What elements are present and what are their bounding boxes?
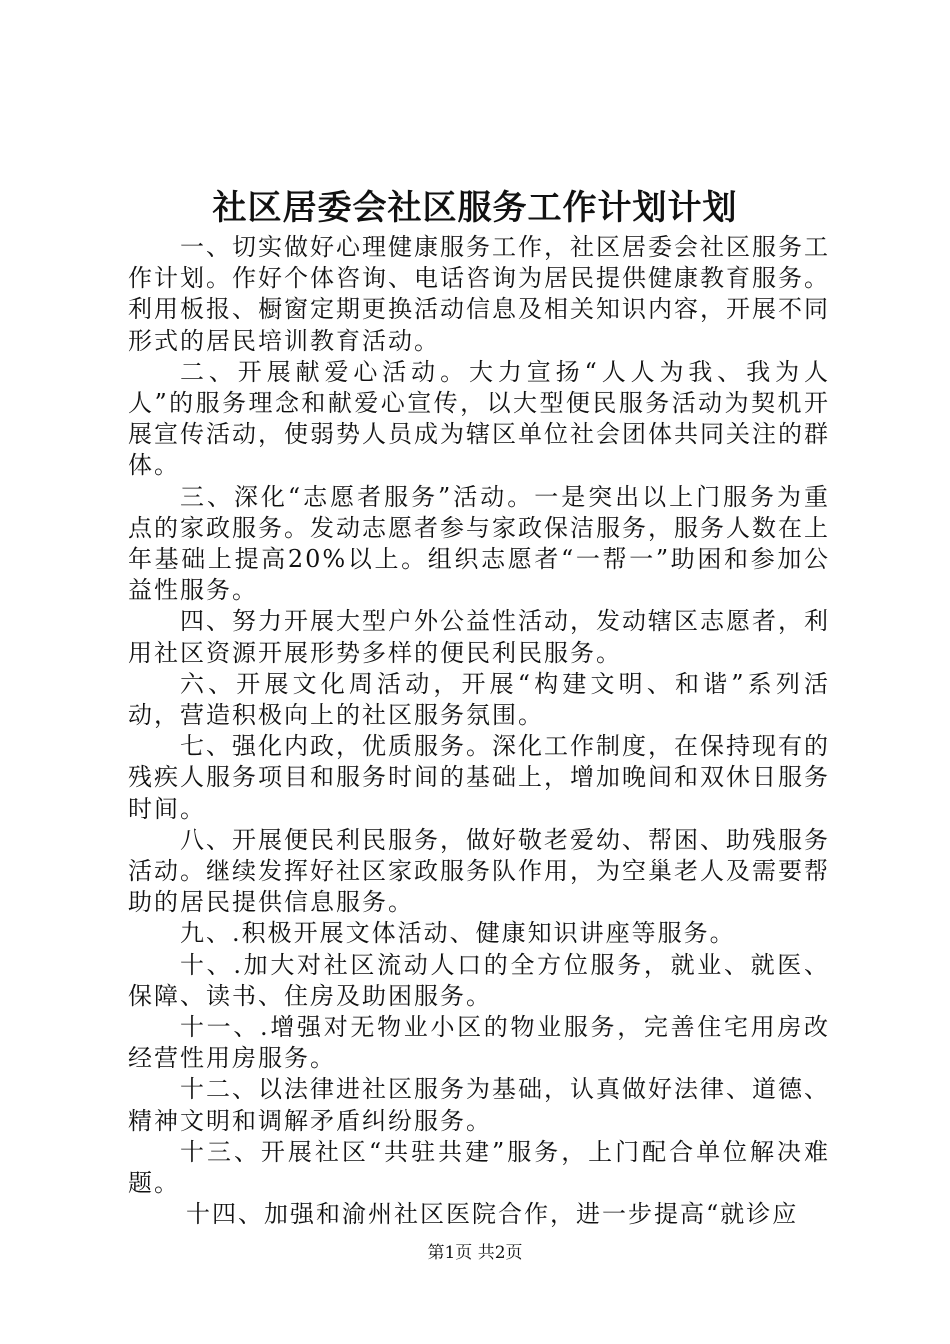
- paragraph-14: 十四、加强和渝州社区医院合作，进一步提高“就诊应: [186, 1200, 799, 1229]
- paragraph-7: 七、强化内政，优质服务。深化工作制度，在保持现有的残疾人服务项目和服务时间的基础上，增加晚间和双休日服务时间。: [128, 732, 830, 823]
- document-body: [128, 232, 830, 1231]
- document-title: 社区居委会社区服务工作计划计划: [212, 188, 738, 228]
- paragraph-11: 十一、.增强对无物业小区的物业服务，完善住宅用房改经营性用房服务。: [128, 1013, 830, 1073]
- paragraph-12: 十二、以法律进社区服务为基础，认真做好法律、道德、精神文明和调解矛盾纠纷服务。: [128, 1075, 830, 1135]
- page-footer: 第1页 共2页: [427, 1243, 523, 1263]
- paragraph-10: 十、.加大对社区流动人口的全方位服务，就业、就医、保障、读书、住房及助困服务。: [128, 950, 830, 1010]
- paragraph-3: 三、深化“志愿者服务”活动。一是突出以上门服务为重点的家政服务。发动志愿者参与家政保洁服务，服务人数在上年基础上提高20%以上。组织志愿者“一帮一”助困和参加公益性服务。: [128, 482, 830, 605]
- paragraph-6: 六、开展文化周活动，开展“构建文明、和谐”系列活动，营造积极向上的社区服务氛围。: [128, 669, 830, 730]
- paragraph-13: 十三、开展社区“共驻共建”服务，上门配合单位解决难题。: [128, 1137, 830, 1198]
- paragraph-8: 八、开展便民利民服务，做好敬老爱幼、帮困、助残服务活动。继续发挥好社区家政服务队作用，为空巢老人及需要帮助的居民提供信息服务。: [128, 825, 830, 917]
- paragraph-1: 一、切实做好心理健康服务工作，社区居委会社区服务工作计划。作好个体咨询、电话咨询为居民提供健康教育服务。利用板报、橱窗定期更换活动信息及相关知识内容，开展不同形式的居民培训教育活动。: [128, 233, 830, 355]
- paragraph-4: 四、努力开展大型户外公益性活动，发动辖区志愿者，利用社区资源开展形势多样的便民利民服务。: [128, 607, 830, 667]
- paragraph-9: 九、.积极开展文体活动、健康知识讲座等服务。: [180, 919, 736, 948]
- paragraph-2: 二、开展献爱心活动。大力宣扬“人人为我、我为人人”的服务理念和献爱心宣传，以大型便民服务活动为契机开展宣传活动，使弱势人员成为辖区单位社会团体共同关注的群体。: [128, 357, 830, 480]
